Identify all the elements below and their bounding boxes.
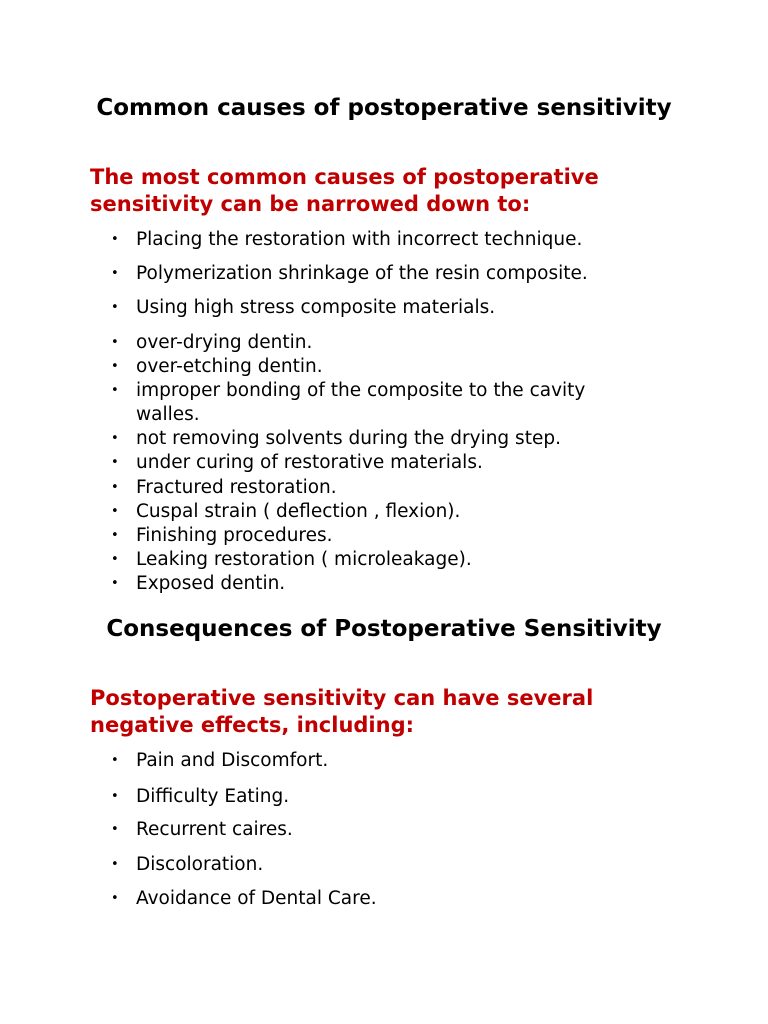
list-item-text: Using high stress composite materials. [136,297,496,318]
list-item [111,451,676,475]
list-item [111,427,676,451]
list-item-text: Difficulty Eating. [136,786,290,807]
list-item-text: Leaking restoration ( microleakage). [136,549,472,570]
list-item-text: Discoloration. [136,854,264,875]
list-item-text: over-etching dentin. [136,356,323,377]
section-causes-intro: The most common causes of postoperative sensitivity can be narrowed down to: [90,165,599,216]
list-item [111,331,676,355]
list-item-text: improper bonding of the composite to the cavity walles. [136,380,586,425]
list-item [111,379,636,427]
bullet-icon: • [111,232,119,247]
bullet-icon: • [111,753,119,768]
list-item-text: Polymerization shrinkage of the resin composite. [136,263,588,284]
list-item [111,228,676,252]
bullet-icon: • [111,891,119,906]
list-item-text: over-drying dentin. [136,332,313,353]
bullet-icon: • [111,576,119,591]
list-item [111,853,676,877]
list-item [111,262,676,286]
list-item [111,524,676,548]
list-item [111,785,676,809]
list-item [111,355,676,379]
list-item [111,476,676,500]
list-item-text: Recurrent caires. [136,819,293,840]
bullet-icon: • [111,431,119,446]
bullet-icon: • [111,822,119,837]
list-item [111,887,676,911]
bullet-icon: • [111,504,119,519]
list-item [111,749,676,773]
list-item [111,572,676,596]
list-item-text: Placing the restoration with incorrect technique. [136,229,583,250]
list-item-text: Finishing procedures. [136,525,333,546]
list-item-text: Fractured restoration. [136,477,337,498]
list-item-text: Pain and Discomfort. [136,750,329,771]
list-item [111,818,676,842]
bullet-icon: • [111,266,119,281]
bullet-icon: • [111,455,119,470]
bullet-icon: • [111,528,119,543]
bullet-icon: • [111,300,119,315]
bullet-icon: • [111,789,119,804]
bullet-icon: • [111,552,119,567]
list-item [111,500,676,524]
bullet-icon: • [111,335,119,350]
list-item-text: Avoidance of Dental Care. [136,888,377,909]
section-consequences-heading: Consequences of Postoperative Sensitivity [106,616,662,642]
list-item-text: not removing solvents during the drying step. [136,428,561,449]
bullet-icon: • [111,383,119,398]
list-item [111,296,676,320]
list-item-text: under curing of restorative materials. [136,452,483,473]
bullet-icon: • [111,359,119,374]
list-item [111,548,676,572]
section-causes-heading: Common causes of postoperative sensitivity [96,95,672,121]
bullet-icon: • [111,857,119,872]
list-item-text: Cuspal strain ( deflection , flexion). [136,501,461,522]
list-item-text: Exposed dentin. [136,573,286,594]
section-consequences-intro: Postoperative sensitivity can have several negative effects, including: [90,686,594,737]
bullet-icon: • [111,480,119,495]
